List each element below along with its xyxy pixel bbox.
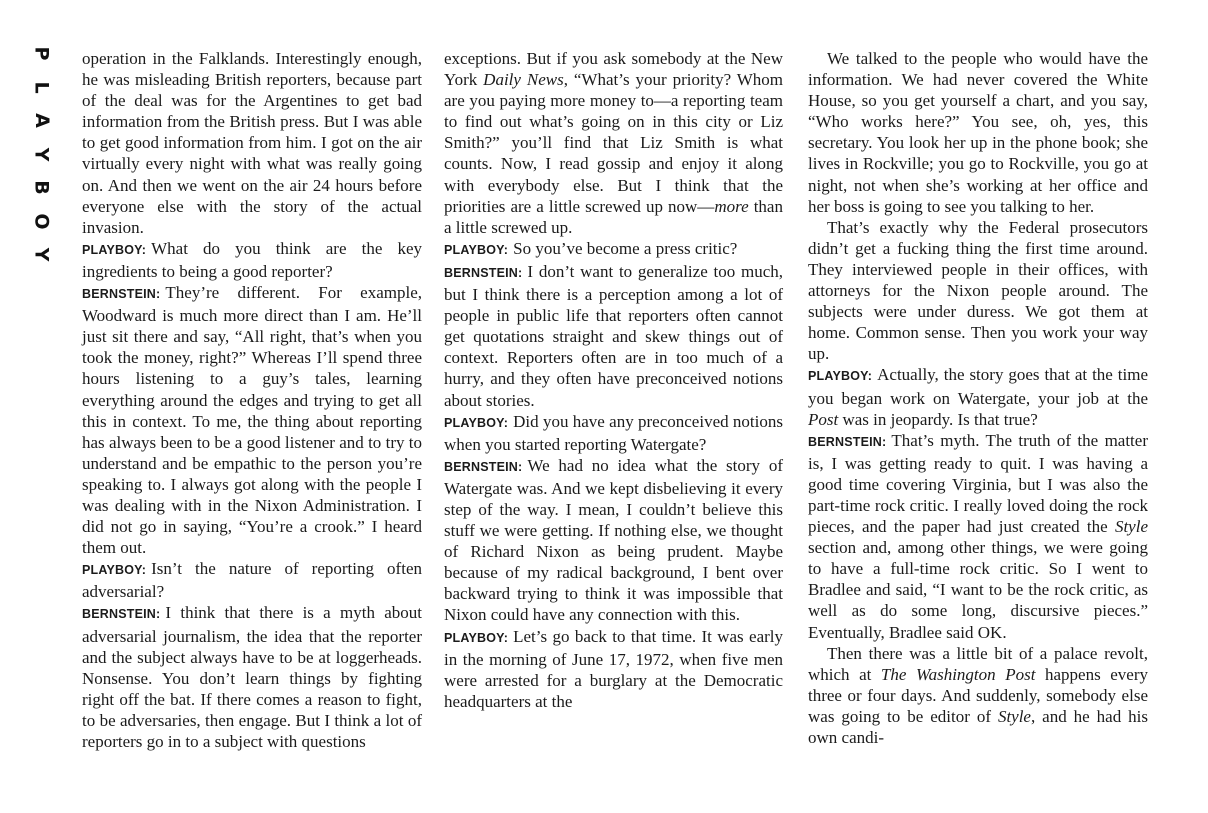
italic-text-run: Style — [1114, 517, 1148, 537]
logo-letter: Y — [30, 247, 53, 262]
interview-exchange — [82, 282, 422, 558]
logo-letter: P — [30, 46, 53, 61]
speaker-label: PLAYBOY: — [444, 242, 509, 257]
text-run: I don’t want to generalize too much, but I think there is a perception among a lot of people in public life that reporters often cannot get quotations straight and skew things out of context. Reporters often are in too much of a hurry, and they often have preconceived notions about stories. — [444, 261, 783, 410]
logo-letter: L — [30, 80, 53, 94]
interview-exchange — [444, 626, 783, 712]
logo-letter: Y — [30, 147, 53, 161]
text-run: happens every three or four days. And suddenly, somebody else was going to be editor of — [808, 664, 1148, 726]
speaker-label: BERNSTEIN: — [82, 287, 161, 302]
speaker-label: BERNSTEIN: — [808, 434, 887, 449]
speaker-label: BERNSTEIN: — [444, 265, 523, 280]
italic-text-run: Daily News — [483, 70, 564, 90]
text-run: I think that there is a myth about adversarial journalism, the idea that the reporter and the subject always have to be at loggerheads. Nonsense. You don’t learn things by fighting right off the bat. If there comes a reason to fight, to be adversaries, then engage. But I think a lot of reporters go in to a subject with questions — [82, 603, 422, 751]
speaker-label: BERNSTEIN: — [444, 459, 523, 474]
body-paragraph — [444, 48, 783, 238]
text-run: What do you think are the key ingredients to being a good reporter? — [82, 238, 422, 281]
text-run: Actually, the story goes that at the time you began work on Watergate, your job at the — [808, 365, 1148, 408]
logo-letter: B — [30, 180, 53, 195]
text-run: That’s myth. The truth of the matter is, I was getting ready to quit. I was having a good time covering Virginia, but I was also the part-time rock critic. I really loved doing the rock pieces, and the paper had just created the — [808, 430, 1148, 537]
text-column-1 — [82, 48, 422, 752]
text-run: That’s exactly why the Federal prosecutors didn’t get a fucking thing the first time around. They interviewed people in their offices, with attorneys for the Nixon people around. The subjects were under duress. We got them at home. Common sense. Then you work your way up. — [808, 217, 1148, 364]
text-run: Did you have any preconceived notions when you started reporting Watergate? — [444, 411, 783, 454]
body-paragraph — [808, 217, 1148, 365]
speaker-label: PLAYBOY: — [444, 630, 509, 645]
text-run: , and he had his own candi- — [808, 706, 1148, 747]
speaker-label: PLAYBOY: — [808, 369, 873, 384]
text-run: , “What’s your priority? Whom are you paying more money to—a reporting team to find out what’s going on in this city or Liz Smith?” you’ll find that Liz Smith is what counts. Now, I read gossip and enjoy it along with everybody else. But I think that the priorities are a little screwed up now— — [444, 70, 783, 216]
text-run: So you’ve become a press critic? — [513, 238, 738, 258]
text-run: section and, among other things, we were going to have a full-time rock critic. So I went to Bradlee and said, “I want to be the rock critic, as well as do some long, discursive pieces.” Eventually, Bradlee said OK. — [808, 538, 1148, 642]
interview-exchange — [82, 558, 422, 602]
body-paragraph — [808, 48, 1148, 217]
italic-text-run: Style — [997, 706, 1031, 726]
interview-exchange — [444, 261, 783, 411]
body-paragraph — [808, 643, 1148, 748]
text-run: was in jeopardy. Is that true? — [838, 409, 1038, 429]
text-run: than a little screwed up. — [444, 196, 783, 237]
text-column-3 — [808, 48, 1148, 748]
logo-letter: O — [30, 212, 53, 230]
text-run: They’re different. For example, Woodward is much more direct than I am. He’ll just sit there and say, “All right, that’s when you took the money, right?” Whereas I’ll spend three hours listening to a guy’s tales, learning everything around the edges and trying to get all this in context. To me, the thing about reporting has always been to be a good listener and to try to understand and be empathic to the person you’re speaking to. I always got along with the people I was dealing with in the Nixon Administration. I did not go in saying, “You’re a crook.” I heard them out. — [82, 283, 422, 558]
interview-exchange — [82, 238, 422, 282]
text-run: exceptions. But if you ask somebody at the New York — [444, 49, 783, 90]
text-run: Isn’t the nature of reporting often adversarial? — [82, 559, 422, 602]
speaker-label: PLAYBOY: — [82, 242, 147, 257]
italic-text-run: The Washington Post — [880, 664, 1036, 684]
body-paragraph — [82, 48, 422, 238]
text-run: Let’s go back to that time. It was early in the morning of June 17, 1972, when five men were arrested for a burglary at the Democratic headquarters at the — [444, 626, 783, 711]
playboy-vertical-logo — [28, 44, 54, 264]
interview-exchange — [444, 455, 783, 626]
interview-exchange — [444, 238, 783, 261]
text-run: operation in the Falklands. Interestingly enough, he was misleading British reporters, because part of the deal was for the Argentines to get bad information from the British press. But I was able to get good information from him. I got on the air virtually every night with what was really going on. And then we went on the air 24 hours before everyone else with the story of the actual invasion. — [82, 49, 422, 237]
text-run: We talked to the people who would have the information. We had never covered the White House, so you get yourself a chart, and you say, “Who works here?” You see, oh, yes, this secretary. You look her up in the phone book; she lives in Rockville; you go to Rockville, you go at night, not when she’s working at her office and her boss is going to see you talking to her. — [808, 49, 1148, 216]
interview-exchange — [808, 430, 1148, 643]
text-run: Then there was a little bit of a palace revolt, which at — [808, 643, 1148, 684]
italic-text-run: more — [714, 196, 749, 216]
text-column-2 — [444, 48, 783, 712]
text-run: We had no idea what the story of Watergate was. And we kept disbelieving it every step of the way. I mean, I couldn’t believe this stuff we were getting. If nothing else, we thought of Richard Nixon as being prudent. Maybe because of my radical background, I bent over backward trying to think it was impossible that Nixon could have any connection with this. — [444, 455, 783, 625]
interview-exchange — [808, 364, 1148, 429]
speaker-label: BERNSTEIN: — [82, 607, 161, 622]
italic-text-run: Post — [808, 409, 839, 429]
speaker-label: PLAYBOY: — [82, 563, 147, 578]
interview-exchange — [444, 411, 783, 455]
logo-letter: A — [30, 113, 53, 128]
interview-exchange — [82, 602, 422, 752]
speaker-label: PLAYBOY: — [444, 415, 509, 430]
